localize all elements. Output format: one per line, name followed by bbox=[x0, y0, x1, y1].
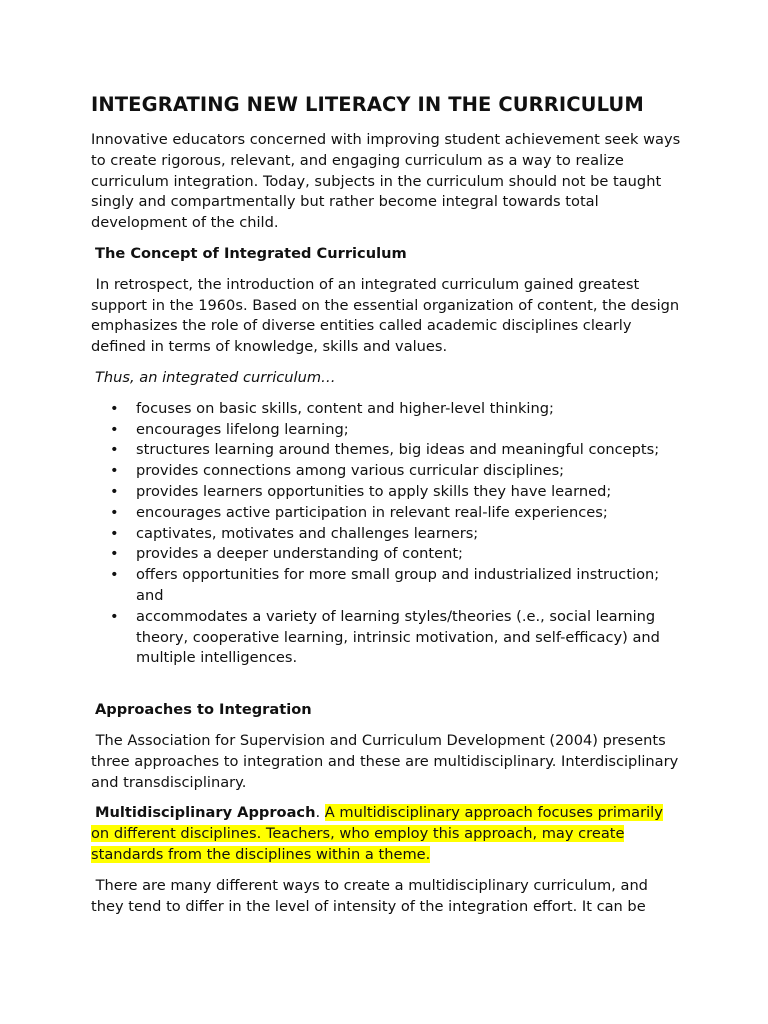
list-item-text: accommodates a variety of learning styles/theories (.e., social learning theory, cooperative learning, intrinsic motivation, and self-efficacy) and multiple intelligences. bbox=[136, 607, 660, 667]
bullet-icon: • bbox=[110, 399, 119, 417]
list-item bbox=[91, 399, 683, 420]
bullet-icon: • bbox=[110, 607, 119, 625]
bullet-icon: • bbox=[110, 545, 119, 563]
bullet-icon: • bbox=[110, 420, 119, 438]
list-item bbox=[91, 420, 683, 441]
approaches-heading: Approaches to Integration bbox=[95, 701, 312, 719]
intro-paragraph: Innovative educators concerned with improving student achievement seek ways to create rigorous, relevant, and engaging curriculum as a way to realize curriculum integration. Today, subjects in the curriculum should not be taught singly and compartmentally but rather become integral towards total development of the child. bbox=[91, 131, 681, 232]
list-item-text: encourages lifelong learning; bbox=[136, 420, 349, 438]
list-item-text: offers opportunities for more small group and industrialized instruction; and bbox=[136, 566, 660, 604]
list-item-text: provides a deeper understanding of content; bbox=[136, 545, 463, 563]
closing-paragraph: There are many different ways to create a multidisciplinary curriculum, and they tend to differ in the level of intensity of the integration effort. It can be bbox=[91, 876, 653, 915]
document-title: INTEGRATING NEW LITERACY IN THE CURRICULUM bbox=[91, 93, 644, 116]
concept-paragraph: In retrospect, the introduction of an integrated curriculum gained greatest support in the 1960s. Based on the essential organization of content, the design emphasizes the role of diverse entities called academic disciplines clearly defined in terms of knowledge, skills and values. bbox=[91, 275, 684, 356]
multidisciplinary-paragraph bbox=[91, 803, 683, 865]
approaches-paragraph: The Association for Supervision and Curriculum Development (2004) presents three approaches to integration and these are multidisciplinary. Interdisciplinary and transdisciplinary. bbox=[91, 731, 683, 791]
multidisciplinary-separator: . bbox=[315, 804, 325, 822]
concept-bullet-list bbox=[91, 399, 683, 669]
list-item bbox=[91, 503, 683, 524]
list-item-text: provides connections among various curricular disciplines; bbox=[136, 462, 565, 480]
list-item-text: provides learners opportunities to apply skills they have learned; bbox=[136, 482, 612, 500]
bullet-icon: • bbox=[110, 462, 119, 480]
bullet-icon: • bbox=[110, 441, 119, 459]
concept-lead-in: Thus, an integrated curriculum… bbox=[95, 368, 336, 386]
bullet-icon: • bbox=[110, 503, 119, 521]
list-item bbox=[91, 544, 683, 565]
list-item bbox=[91, 607, 683, 669]
list-item bbox=[91, 565, 683, 607]
concept-heading: The Concept of Integrated Curriculum bbox=[95, 244, 407, 262]
list-item bbox=[91, 461, 683, 482]
list-item bbox=[91, 440, 683, 461]
highlighted-text: A multidisciplinary approach focuses primarily on different disciplines. Teachers, who employ this approach, may create standards from the disciplines within a theme. bbox=[91, 804, 663, 863]
list-item-text: captivates, motivates and challenges learners; bbox=[136, 524, 479, 542]
list-item-text: focuses on basic skills, content and higher-level thinking; bbox=[136, 399, 554, 417]
list-item-text: encourages active participation in relevant real-life experiences; bbox=[136, 503, 608, 521]
bullet-icon: • bbox=[110, 524, 119, 542]
list-item bbox=[91, 524, 683, 545]
bullet-icon: • bbox=[110, 482, 119, 500]
multidisciplinary-label: Multidisciplinary Approach bbox=[95, 804, 316, 822]
list-item-text: structures learning around themes, big ideas and meaningful concepts; bbox=[136, 441, 660, 459]
spacer bbox=[91, 669, 683, 700]
document-page bbox=[91, 93, 683, 927]
bullet-icon: • bbox=[110, 566, 119, 584]
list-item bbox=[91, 482, 683, 503]
